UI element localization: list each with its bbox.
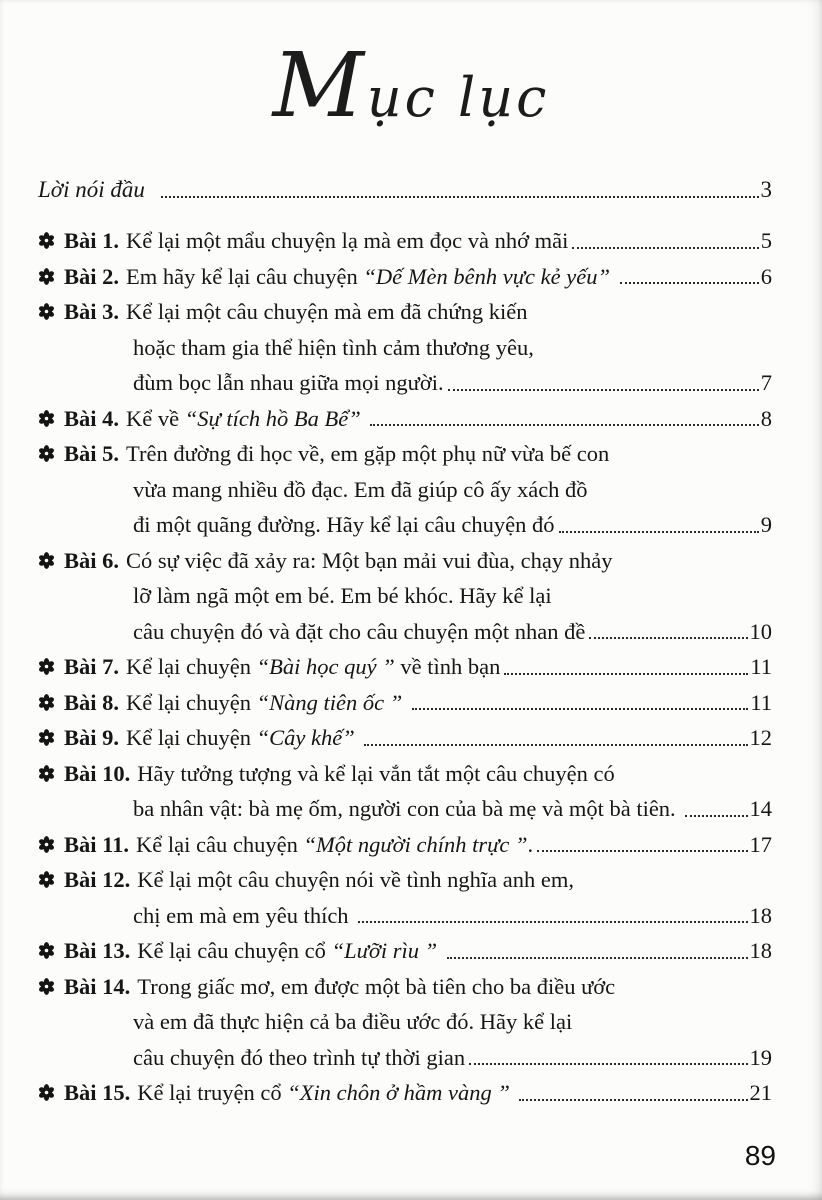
entry-label: Bài 10. (64, 760, 131, 786)
entry-page-number: 11 (750, 689, 772, 715)
toc-line (38, 365, 772, 401)
page-title: Mục lục (272, 34, 550, 138)
toc-line (38, 401, 772, 437)
entry-text (437, 933, 443, 969)
toc-entry (38, 1075, 772, 1111)
toc-line (38, 1075, 772, 1111)
toc-line (38, 1040, 772, 1076)
toc-entry (38, 685, 772, 721)
flower-bullet-icon (38, 978, 64, 995)
dot-leader (572, 247, 758, 249)
entry-text: đùm bọc lẫn nhau giữa mọi người. (133, 370, 444, 395)
entry-label: Bài 9. (64, 725, 120, 750)
entry-label: Bài 6. (64, 547, 120, 573)
entry-text: “Nàng tiên ốc ” (256, 689, 403, 715)
dot-leader (358, 921, 747, 923)
entry-text: “Bài học quý ” (256, 654, 395, 679)
flower-bullet-icon (38, 303, 64, 320)
entry-text: ba nhân vật: bà mẹ ốm, người con của bà mẹ và một bà tiên. (133, 796, 682, 821)
entry-text: Trên đường đi học về, em gặp một phụ nữ vừa bế con (126, 441, 610, 466)
toc-entry (38, 933, 772, 969)
entry-page-number: 18 (749, 902, 772, 928)
dot-leader (412, 708, 748, 710)
entry-text: đi một quãng đường. Hãy kể lại câu chuyện đó (133, 512, 555, 537)
entry-text: Em hãy kể lại câu chuyện (126, 263, 364, 289)
toc-line (38, 649, 772, 685)
toc-entry (38, 720, 772, 756)
dot-leader (448, 389, 759, 391)
flower-bullet-icon (38, 552, 64, 569)
entry-text (361, 401, 367, 437)
entry-text: hoặc tham gia thể hiện tình cảm thương yêu, (133, 334, 534, 360)
entry-page-number: 5 (760, 228, 772, 253)
entry-text: Kể lại chuyện (126, 654, 257, 679)
flower-bullet-icon (38, 1084, 64, 1101)
toc-line (38, 898, 772, 934)
flower-bullet-icon (38, 268, 64, 285)
dot-leader (447, 957, 748, 959)
toc-line (38, 756, 772, 792)
entry-label: Bài 8. (64, 689, 120, 715)
entry-text: “Lưỡi rìu ” (331, 938, 438, 963)
toc-entry (38, 294, 772, 401)
entry-text (510, 1075, 516, 1111)
entry-text: chị em mà em yêu thích (133, 902, 355, 928)
toc-entry (38, 969, 772, 1076)
entry-label: Bài 15. (64, 1080, 131, 1105)
toc-entry (38, 649, 772, 685)
entry-label: Bài 5. (64, 441, 120, 466)
toc-line (38, 472, 772, 508)
dot-leader (620, 282, 759, 284)
entry-page-number: 7 (760, 370, 772, 395)
entry-text: vừa mang nhiều đồ đạc. Em đã giúp cô ấy xách đồ (133, 476, 588, 502)
entry-label: Bài 4. (64, 405, 120, 431)
entry-text: về tình bạn (394, 654, 501, 679)
toc-line (38, 827, 772, 863)
dot-leader (504, 673, 748, 675)
entry-label: Bài 1. (64, 228, 120, 253)
flower-bullet-icon (38, 694, 64, 711)
toc-line (38, 791, 772, 827)
toc-line (38, 294, 772, 330)
entry-text: Kể lại một mẩu chuyện lạ mà em đọc và nhớ mãi (126, 228, 569, 253)
entry-page-number: 9 (760, 512, 772, 537)
entry-page-number: 6 (760, 263, 772, 289)
flower-bullet-icon (38, 729, 64, 746)
entry-text: . (527, 831, 534, 857)
entry-page-number: 14 (749, 796, 772, 821)
toc-line (38, 933, 772, 969)
entry-text: Kể lại một câu chuyện nói về tình nghĩa anh em, (137, 867, 575, 892)
toc-line (38, 578, 772, 614)
entry-label: Bài 3. (64, 299, 120, 324)
toc-line (38, 259, 772, 295)
entry-page-number: 17 (749, 831, 772, 857)
toc-line (38, 436, 772, 472)
entry-label: Bài 2. (64, 263, 120, 289)
entry-page-number: 10 (749, 618, 772, 644)
dot-leader (559, 531, 759, 533)
entry-page-number: 11 (750, 654, 772, 679)
toc-entry (38, 401, 772, 437)
toc-entry (38, 543, 772, 650)
toc-line (38, 720, 772, 756)
entry-text: Kể lại truyện cổ (137, 1080, 288, 1105)
entry-label: Bài 13. (64, 938, 131, 963)
entry-text: Hãy tưởng tượng và kể lại vắn tắt một câu chuyện có (137, 760, 615, 786)
dot-leader (469, 1063, 747, 1065)
entry-page-number: 18 (749, 938, 772, 963)
toc-entry (38, 827, 772, 863)
toc-line (38, 969, 772, 1005)
toc-line (38, 223, 772, 259)
entry-label: Bài 11. (64, 831, 130, 857)
entry-text: và em đã thực hiện cả ba điều ước đó. Hãy kể lại (133, 1009, 573, 1034)
toc-line (38, 1004, 772, 1040)
toc-line (38, 507, 772, 543)
flower-bullet-icon (38, 942, 64, 959)
entry-text: Kể lại một câu chuyện mà em đã chứng kiến (126, 299, 528, 324)
toc-line (38, 685, 772, 721)
toc (38, 223, 772, 1111)
dot-leader (537, 850, 747, 852)
entry-label: Bài 12. (64, 867, 131, 892)
toc-entry (38, 756, 772, 827)
entry-text: câu chuyện đó theo trình tự thời gian (133, 1044, 466, 1070)
preface-page-number: 3 (760, 177, 772, 202)
toc-entry (38, 259, 772, 295)
entry-text: Kể lại câu chuyện (136, 831, 304, 857)
toc-line (38, 330, 772, 366)
entry-text: “Cây khế” (256, 725, 355, 750)
preface-label: Lời nói đầu (38, 177, 151, 202)
dot-leader (370, 424, 758, 426)
flower-bullet-icon (38, 232, 64, 249)
toc-entry (38, 436, 772, 543)
entry-text: Kể lại câu chuyện cổ (137, 938, 332, 963)
dot-leader (519, 1099, 747, 1101)
flower-bullet-icon (38, 836, 64, 853)
toc-entry (38, 223, 772, 259)
entry-text: “Một người chính trực ” (303, 831, 528, 857)
entry-text: Kể về (126, 405, 185, 431)
folio-page-number: 89 (744, 1140, 776, 1171)
toc-line (38, 614, 772, 650)
entry-page-number: 8 (760, 405, 772, 431)
table-of-contents (38, 170, 772, 1111)
dot-leader (161, 196, 759, 198)
entry-text: Kể lại chuyện (126, 689, 257, 715)
entry-text (355, 720, 361, 756)
toc-line (38, 543, 772, 579)
entry-page-number: 12 (749, 725, 772, 750)
entry-text: “Dế Mèn bênh vực kẻ yếu” (363, 263, 610, 289)
entry-text: câu chuyện đó và đặt cho câu chuyện một nhan đề (133, 618, 586, 644)
dot-leader (364, 744, 747, 746)
entry-text: Trong giấc mơ, em được một bà tiên cho ba điều ước (137, 973, 616, 999)
dot-leader (685, 815, 747, 817)
entry-text: Kể lại chuyện (126, 725, 257, 750)
flower-bullet-icon (38, 871, 64, 888)
entry-text: “Xin chôn ở hầm vàng ” (287, 1080, 510, 1105)
entry-text: “Sự tích hồ Ba Bể” (184, 405, 361, 431)
entry-text (610, 259, 616, 295)
toc-line (38, 862, 772, 898)
dot-leader (589, 637, 747, 639)
entry-label: Bài 14. (64, 973, 131, 999)
flower-bullet-icon (38, 658, 64, 675)
entry-text (402, 685, 408, 721)
flower-bullet-icon (38, 410, 64, 427)
entry-text: Có sự việc đã xảy ra: Một bạn mải vui đùa, chạy nhảy (126, 547, 613, 573)
entry-text: lỡ làm ngã một em bé. Em bé khóc. Hãy kể lại (133, 583, 552, 608)
entry-label: Bài 7. (64, 654, 120, 679)
preface-entry (38, 170, 772, 210)
flower-bullet-icon (38, 765, 64, 782)
entry-page-number: 19 (749, 1044, 772, 1070)
entry-page-number: 21 (749, 1080, 772, 1105)
flower-bullet-icon (38, 445, 64, 462)
toc-entry (38, 862, 772, 933)
